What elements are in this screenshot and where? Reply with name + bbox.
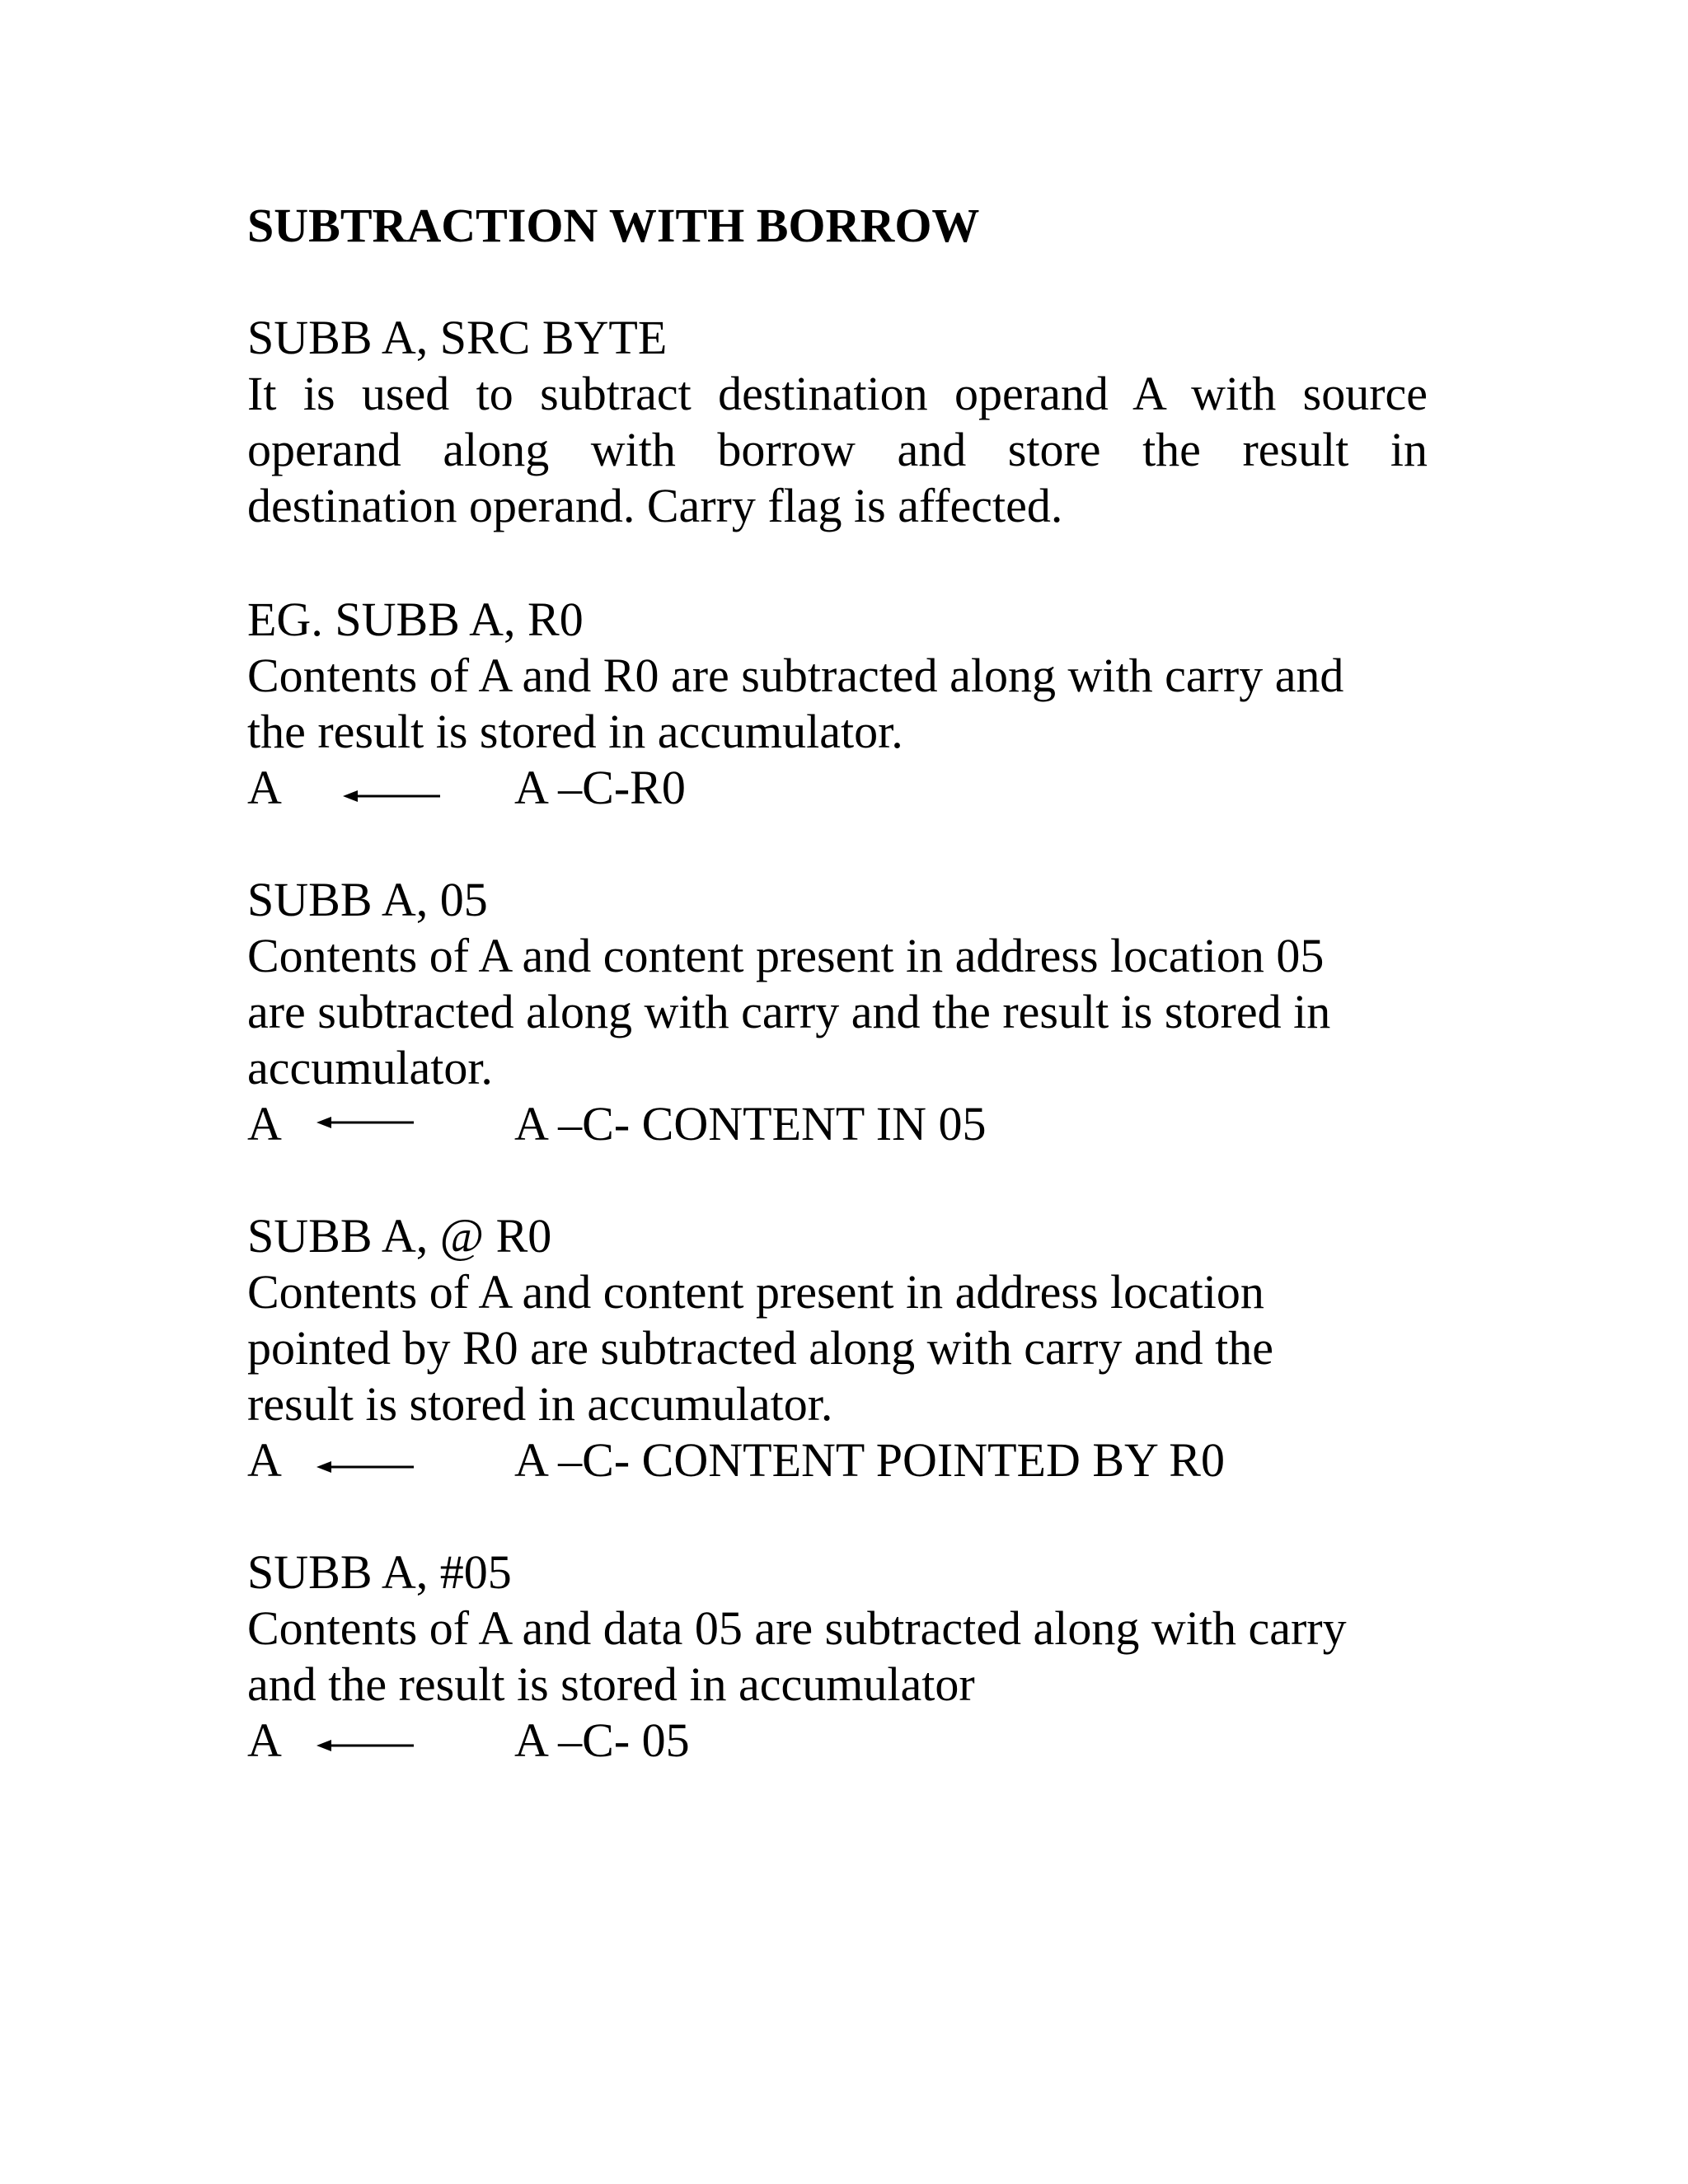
example-description-line: Contents of A and data 05 are subtracted along with carry: [247, 1601, 1347, 1655]
example-description-line: pointed by R0 are subtracted along with carry and the: [247, 1321, 1273, 1375]
left-arrow-icon: [316, 1737, 415, 1754]
page-heading: SUBTRACTION WITH BORROW: [247, 199, 980, 252]
example-title: EG. SUBB A, R0: [247, 593, 584, 646]
example-description-line: result is stored in accumulator.: [247, 1377, 833, 1431]
left-arrow-icon: [316, 1459, 415, 1475]
example-description-line: accumulator.: [247, 1041, 493, 1094]
operation-lhs: A: [247, 1097, 282, 1151]
operation-lhs: A: [247, 1713, 282, 1767]
example-title: SUBB A, #05: [247, 1545, 512, 1599]
operation-rhs: A –C- CONTENT IN 05: [514, 1097, 987, 1151]
left-arrow-icon: [316, 1114, 415, 1131]
syntax-description-line: destination operand. Carry flag is affected.: [247, 479, 1063, 532]
example-description-line: Contents of A and content present in address location 05: [247, 929, 1325, 982]
example-description-line: Contents of A and R0 are subtracted along with carry and: [247, 649, 1344, 702]
operation-rhs: A –C-R0: [514, 761, 686, 814]
example-description-line: and the result is stored in accumulator: [247, 1657, 975, 1711]
example-description-line: are subtracted along with carry and the result is stored in: [247, 985, 1331, 1038]
syntax-title: SUBB A, SRC BYTE: [247, 311, 668, 364]
left-arrow-icon: [343, 788, 442, 804]
example-description-line: the result is stored in accumulator.: [247, 705, 903, 758]
operation-rhs: A –C- CONTENT POINTED BY R0: [514, 1433, 1225, 1487]
syntax-description-line: It is used to subtract destination operand A with source: [247, 367, 1428, 420]
example-title: SUBB A, @ R0: [247, 1209, 552, 1263]
example-description-line: Contents of A and content present in address location: [247, 1265, 1264, 1319]
operation-lhs: A: [247, 761, 282, 814]
example-title: SUBB A, 05: [247, 873, 488, 926]
syntax-description-line: operand along with borrow and store the result in: [247, 423, 1428, 476]
operation-lhs: A: [247, 1433, 282, 1487]
operation-rhs: A –C- 05: [514, 1713, 690, 1767]
